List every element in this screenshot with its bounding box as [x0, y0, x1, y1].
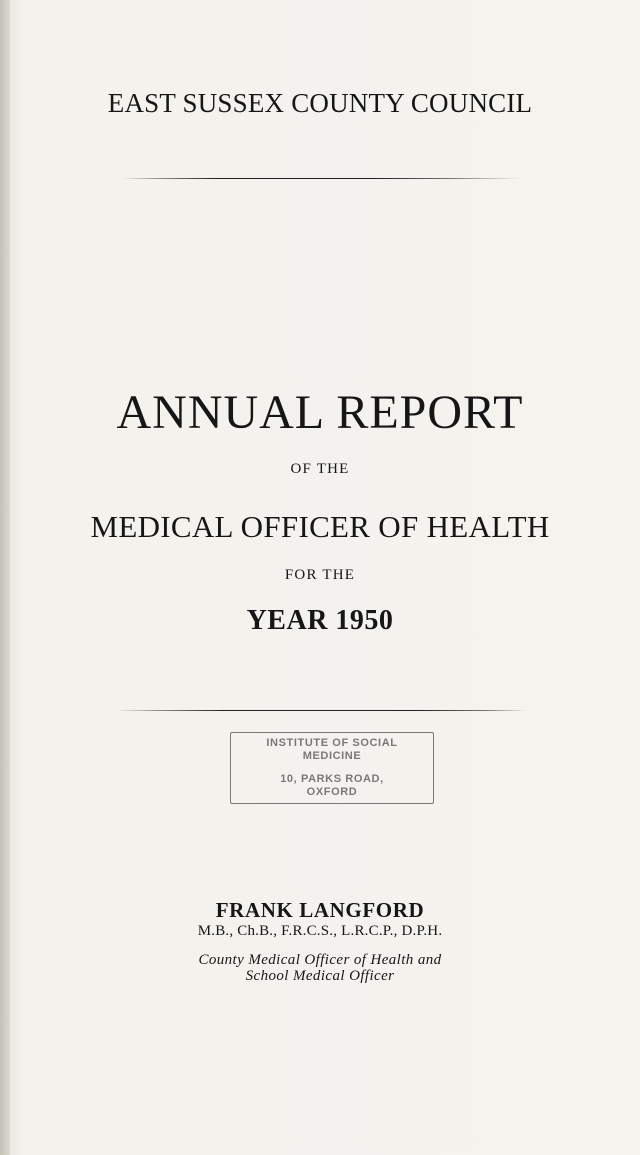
stamp-line-1: INSTITUTE OF SOCIAL	[266, 737, 398, 749]
stamp-line-3: 10, PARKS ROAD,	[280, 773, 384, 785]
top-divider	[122, 178, 520, 179]
author-role-line-1: County Medical Officer of Health and	[198, 952, 442, 968]
middle-divider	[116, 710, 526, 711]
author-role-line-2: School Medical Officer	[245, 968, 395, 984]
for-the-label: FOR THE	[284, 567, 356, 583]
stamp-line-2: MEDICINE	[302, 750, 362, 762]
of-the-label: OF THE	[290, 461, 350, 477]
subject-heading: MEDICAL OFFICER OF HEALTH	[90, 509, 550, 544]
stamp-line-4: OXFORD	[306, 786, 358, 798]
author-degrees: M.B., Ch.B., F.R.C.S., L.R.C.P., D.P.H.	[197, 923, 443, 939]
report-heading: ANNUAL REPORT	[116, 386, 524, 439]
report-year: YEAR 1950	[246, 605, 394, 636]
library-stamp	[230, 732, 434, 804]
council-name: EAST SUSSEX COUNTY COUNCIL	[107, 88, 533, 118]
author-name: FRANK LANGFORD	[215, 898, 425, 922]
